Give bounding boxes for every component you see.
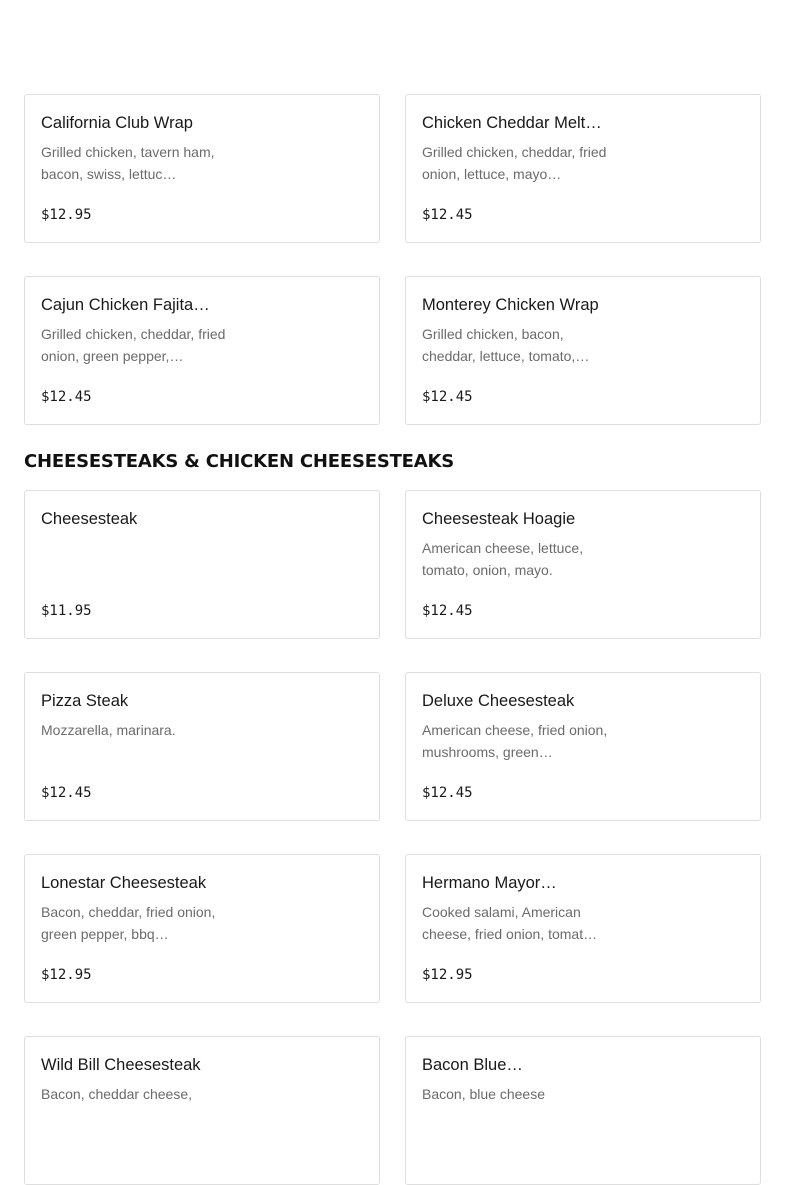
menu-item-description: Grilled chicken, cheddar, fried onion, lettuce, mayo… <box>422 144 607 182</box>
menu-item-description: Bacon, blue cheese <box>422 1086 545 1102</box>
menu-item-description: Grilled chicken, bacon, cheddar, lettuce, tomato,… <box>422 326 590 364</box>
menu-item-description: Mozzarella, marinara. <box>41 722 176 738</box>
menu-item-card[interactable] <box>405 94 761 243</box>
menu-item-price: $12.95 <box>41 967 92 983</box>
menu-item-price: $12.45 <box>41 389 92 405</box>
menu-item-price: $12.45 <box>422 785 473 801</box>
menu-item-description: Grilled chicken, cheddar, fried onion, green pepper,… <box>41 326 226 364</box>
menu-item-card[interactable] <box>405 276 761 425</box>
menu-item-description: Grilled chicken, tavern ham, bacon, swiss, lettuc… <box>41 144 215 182</box>
menu-item-card[interactable] <box>405 1036 761 1185</box>
menu-item-title: Cheesesteak Hoagie <box>422 510 576 528</box>
menu-item-title: Cheesesteak <box>41 510 138 528</box>
menu-item-description: Bacon, cheddar, fried onion, green pepper, bbq… <box>41 904 216 942</box>
menu-item-title: Chicken Cheddar Melt… <box>422 114 602 132</box>
menu-item-price: $12.95 <box>41 207 92 223</box>
menu-item-description: American cheese, lettuce, tomato, onion, mayo. <box>422 540 584 578</box>
menu-item-price: $12.45 <box>422 207 473 223</box>
menu-item-description: American cheese, fried onion, mushrooms, green… <box>422 722 608 760</box>
menu-item-card[interactable] <box>405 854 761 1003</box>
menu-item-title: Pizza Steak <box>41 692 129 710</box>
menu-item-title: Cajun Chicken Fajita… <box>41 296 210 314</box>
menu-item-title: Deluxe Cheesesteak <box>422 692 575 710</box>
menu-item-card[interactable] <box>405 672 761 821</box>
menu-item-description: Cooked salami, American cheese, fried onion, tomat… <box>422 904 598 942</box>
menu-item-title: Bacon Blue… <box>422 1056 523 1074</box>
menu-item-card[interactable] <box>24 854 380 1003</box>
menu-item-title: Monterey Chicken Wrap <box>422 296 599 314</box>
menu-item-card[interactable] <box>405 490 761 639</box>
menu-item-price: $12.95 <box>422 967 473 983</box>
menu-item-description: Bacon, cheddar cheese, <box>41 1086 192 1102</box>
section-heading-cheesesteaks: CHEESESTEAKS & CHICKEN CHEESESTEAKS <box>24 451 455 472</box>
menu-item-card[interactable] <box>24 276 380 425</box>
menu-item-title: Hermano Mayor… <box>422 874 557 892</box>
menu-item-card[interactable] <box>24 94 380 243</box>
menu-item-price: $12.45 <box>422 603 473 619</box>
menu-item-card[interactable] <box>24 672 380 821</box>
menu-item-price: $12.45 <box>422 389 473 405</box>
menu-item-title: Wild Bill Cheesesteak <box>41 1056 201 1074</box>
menu-item-price: $11.95 <box>41 603 92 619</box>
menu-item-price: $12.45 <box>41 785 92 801</box>
menu-item-title: Lonestar Cheesesteak <box>41 874 207 892</box>
menu-item-title: California Club Wrap <box>41 114 193 132</box>
menu-item-card[interactable] <box>24 490 380 639</box>
menu-item-card[interactable] <box>24 1036 380 1185</box>
